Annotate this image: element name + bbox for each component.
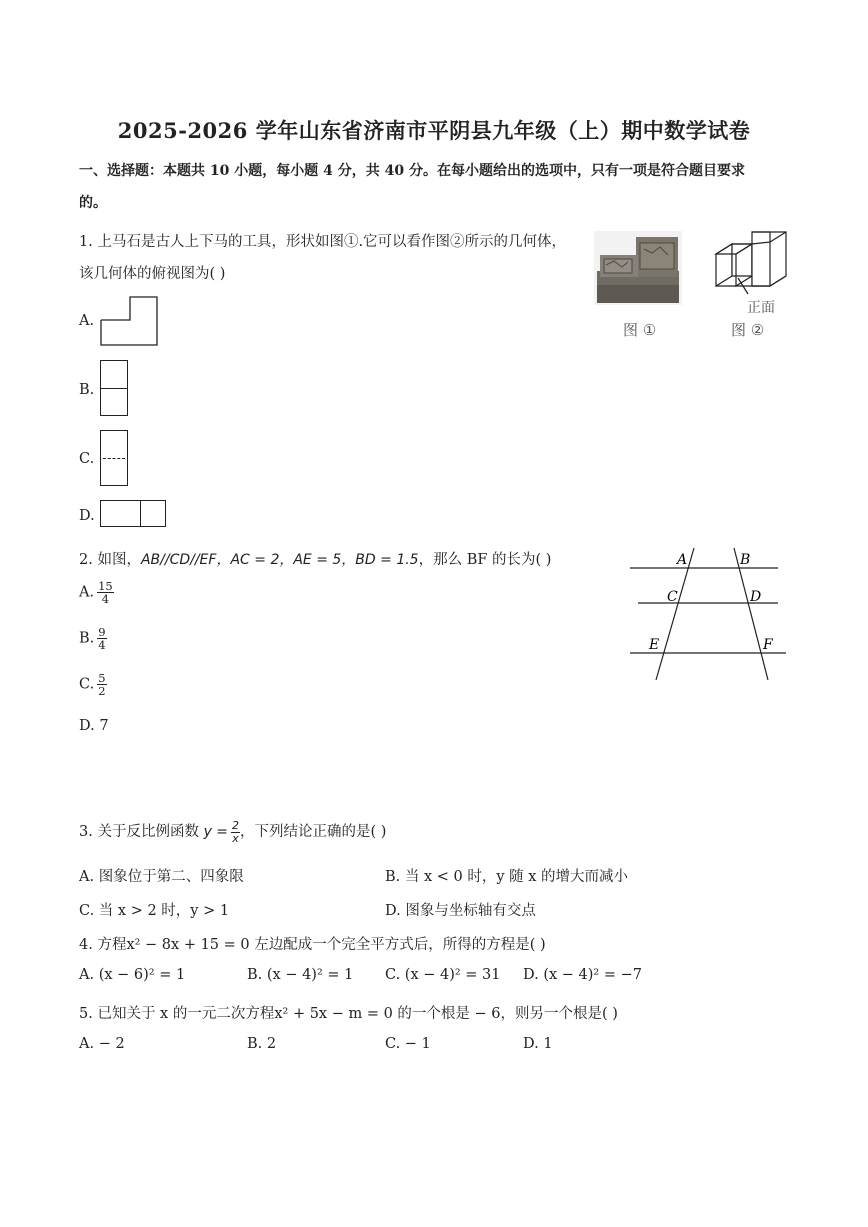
q4-option-d: D. (x − 4)² = −7 xyxy=(523,967,642,983)
q3-option-a: A. 图象位于第二、四象限 xyxy=(79,869,244,885)
q1-option-a-figure xyxy=(100,296,158,346)
q5-option-c: C. − 1 xyxy=(385,1036,431,1052)
front-label: 正面 xyxy=(747,300,775,316)
figure-1-label: 图 ① xyxy=(623,321,657,339)
point-e-label: E xyxy=(649,637,660,653)
q2-option-b xyxy=(79,626,107,651)
q1-option-b-figure xyxy=(100,360,128,416)
parallel-lines-figure xyxy=(628,546,790,686)
section-heading-line1: 一、选择题：本题共 10 小题，每小题 4 分，共 40 分。在每小题给出的选项中，只有一项是符合题目要求 xyxy=(79,163,745,179)
q3-func-den: x xyxy=(232,831,239,845)
q2-stem-expr: AB//CD//EF，AC = 2，AE = 5，BD = 1.5 xyxy=(140,552,419,568)
q1-stem-line2: 该几何体的俯视图为( ) xyxy=(79,266,226,282)
figure-2-label: 图 ② xyxy=(731,321,765,339)
q1-option-b-label: B. xyxy=(79,382,95,398)
q3-option-c: C. 当 x > 2 时，y > 1 xyxy=(79,903,230,919)
q5-option-b: B. 2 xyxy=(247,1036,277,1052)
q2-option-b-label: B. xyxy=(79,630,95,647)
q2-option-c xyxy=(79,672,107,697)
q1-option-d-label: D. xyxy=(79,508,95,524)
mounting-stone-photo xyxy=(594,231,682,305)
q2-stem-post: ，那么 BF 的长为( ) xyxy=(418,552,552,568)
point-b-label: B xyxy=(740,552,751,568)
q3-stem-pre: 3. 关于反比例函数 xyxy=(79,824,199,841)
section-heading-line2: 的。 xyxy=(79,195,107,211)
q2-option-c-num: 5 xyxy=(98,671,106,685)
q2-option-a-den: 4 xyxy=(101,592,110,607)
q2-option-d: D. 7 xyxy=(79,718,109,734)
q2-option-b-den: 4 xyxy=(98,638,106,653)
q3-func-num: 2 xyxy=(232,819,240,832)
q4-option-c: C. (x − 4)² = 31 xyxy=(385,967,501,983)
q3-option-d: D. 图象与坐标轴有交点 xyxy=(385,903,536,919)
q2-option-a-num: 15 xyxy=(98,579,113,593)
page-title: 2025-2026 学年山东省济南市平阴县九年级（上）期中数学试卷 xyxy=(117,118,751,143)
q2-stem xyxy=(79,548,551,569)
q1-option-d-figure xyxy=(100,500,166,527)
q3-func-lhs: y = xyxy=(203,824,229,841)
q3-option-b: B. 当 x < 0 时，y 随 x 的增大而减小 xyxy=(385,869,629,885)
q2-option-c-den: 2 xyxy=(98,684,106,699)
q2-stem-pre: 2. 如图， xyxy=(79,552,141,568)
q1-stem-line1: 1. 上马石是古人上下马的工具，形状如图①.它可以看作图②所示的几何体， xyxy=(79,234,567,250)
q5-stem: 5. 已知关于 x 的一元二次方程x² + 5x − m = 0 的一个根是 − 6，则另一个根是( ) xyxy=(79,1006,618,1022)
q3-stem xyxy=(79,820,386,844)
q1-option-c-label: C. xyxy=(79,451,95,467)
point-c-label: C xyxy=(667,589,678,605)
q2-option-a-label: A. xyxy=(79,584,95,601)
q5-option-d: D. 1 xyxy=(523,1036,553,1052)
q4-option-b: B. (x − 4)² = 1 xyxy=(247,967,354,983)
q1-option-a-label: A. xyxy=(79,313,95,329)
q5-option-a: A. − 2 xyxy=(79,1036,125,1052)
q2-option-c-label: C. xyxy=(79,676,95,693)
q1-option-c-figure xyxy=(100,430,128,486)
q4-option-a: A. (x − 6)² = 1 xyxy=(79,967,186,983)
point-a-label: A xyxy=(677,552,688,568)
q4-stem: 4. 方程x² − 8x + 15 = 0 左边配成一个完全平方式后，所得的方程是( ) xyxy=(79,937,546,953)
q2-option-a xyxy=(79,580,114,605)
point-d-label: D xyxy=(750,589,762,605)
q3-stem-post: ，下列结论正确的是( ) xyxy=(240,824,387,841)
q2-option-b-num: 9 xyxy=(98,625,106,639)
point-f-label: F xyxy=(763,637,773,653)
